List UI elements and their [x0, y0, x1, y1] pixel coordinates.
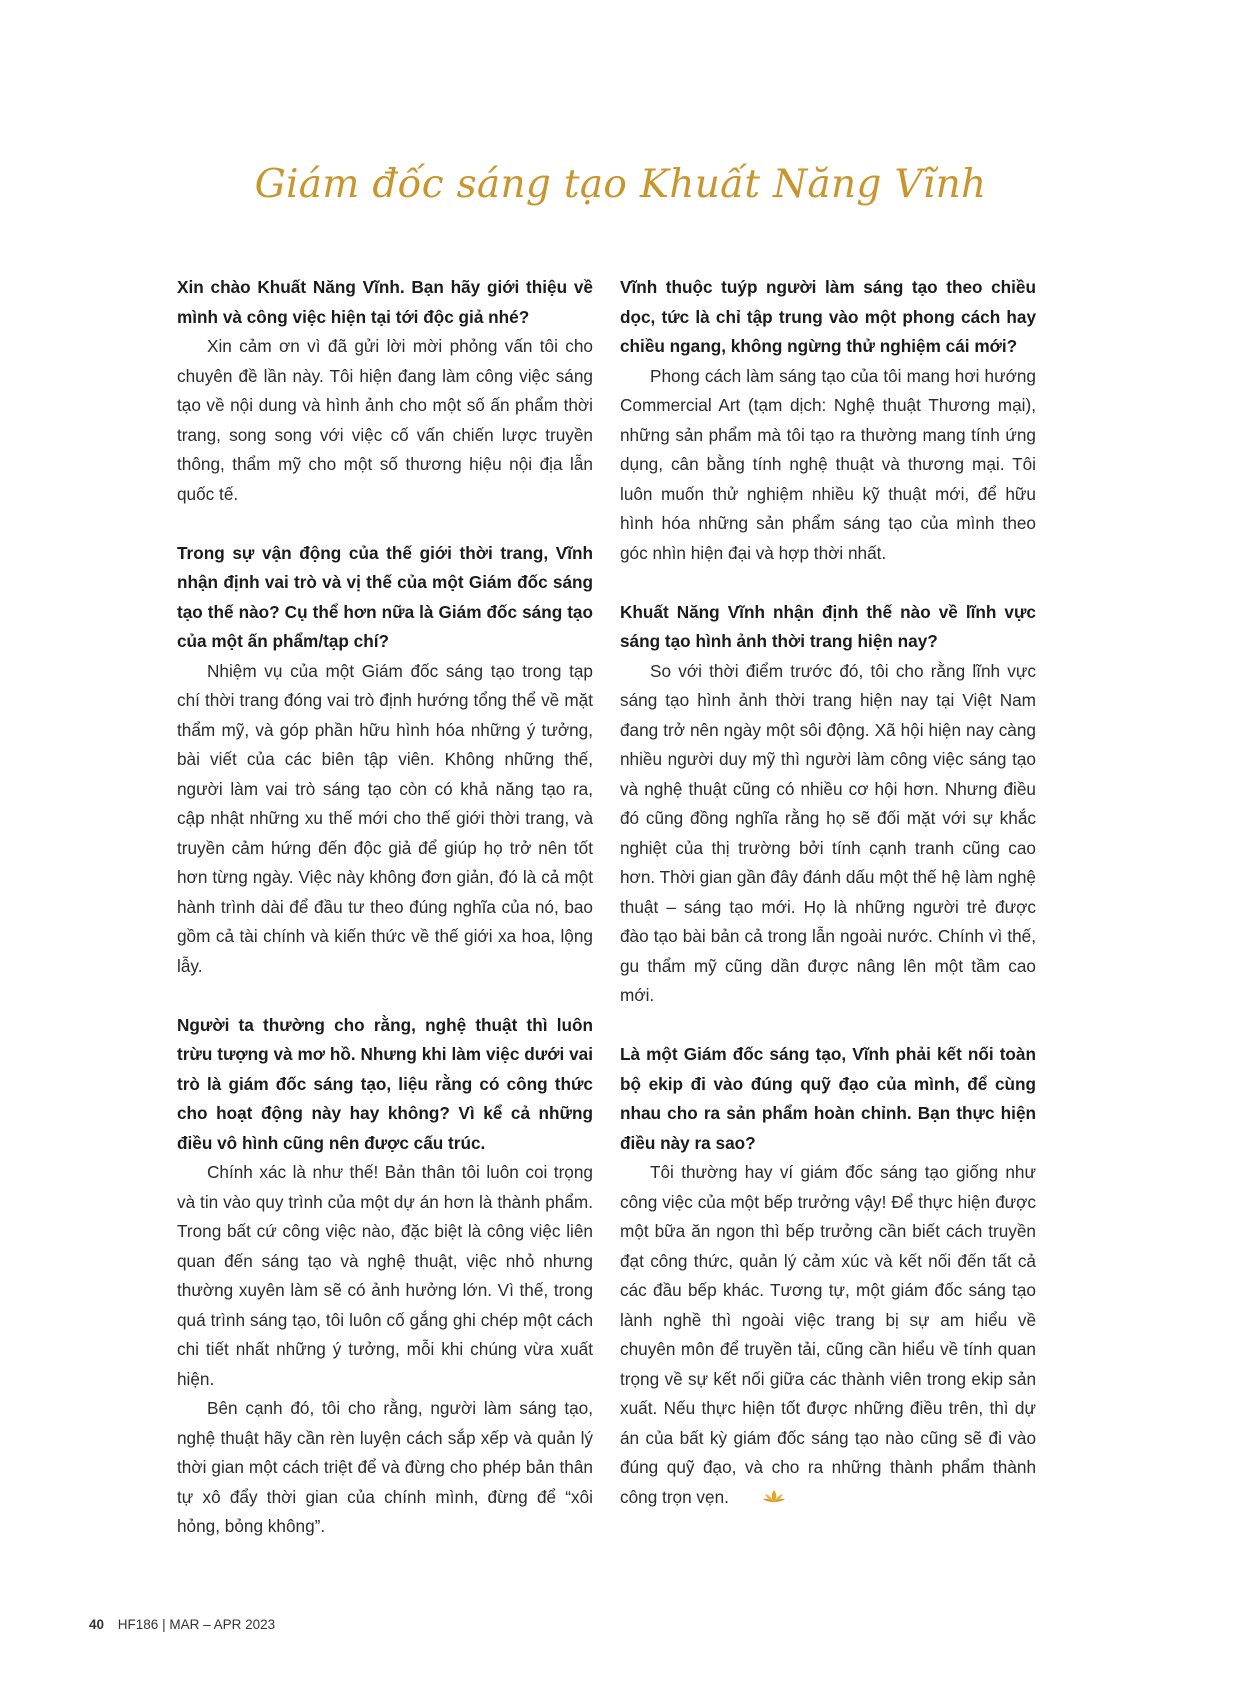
- interview-question: [620, 598, 1036, 657]
- paragraph-gap: [620, 1011, 1036, 1041]
- lotus-icon: [733, 1483, 785, 1513]
- question-text: Vĩnh thuộc tuýp người làm sáng tạo theo chiều dọc, tức là chỉ tập trung vào một phong cách hay chiều ngang, không ngừng thử nghiệm cái mới?: [620, 277, 1036, 356]
- page-footer: [89, 1617, 275, 1632]
- interview-question: [177, 539, 593, 657]
- left-column: [177, 273, 593, 1542]
- interview-question: [620, 1040, 1036, 1158]
- question-text: Trong sự vận động của thế giới thời trang, Vĩnh nhận định vai trò và vị thế của một Giám đốc sáng tạo thế nào? Cụ thể hơn nữa là Giám đốc sáng tạo của một ấn phẩm/tạp chí?: [177, 542, 593, 651]
- answer-text: So với thời điểm trước đó, tôi cho rằng lĩnh vực sáng tạo hình ảnh thời trang hiện nay tại Việt Nam đang trở nên ngày một sôi động. Xã hội hiện nay càng nhiều người duy mỹ thì người làm công việc sáng tạo và nghệ thuật cũng có nhiều cơ hội hơn. Nhưng điều đó cũng đồng nghĩa rằng họ sẽ đối mặt với sự khắc nghiệt của thị trường bởi tính cạnh tranh cũng cao hơn. Thời gian gần đây đánh dấu một thế hệ làm nghệ thuật – sáng tạo mới. Họ là những người trẻ được đào tạo bài bản cả trong lẫn ngoài nước. Chính vì thế, gu thẩm mỹ cũng dần được nâng lên một tầm cao mới.: [620, 660, 1036, 1005]
- interview-answer: [177, 332, 593, 509]
- answer-text: Bên cạnh đó, tôi cho rằng, người làm sáng tạo, nghệ thuật hãy cần rèn luyện cách sắp xếp và quản lý thời gian một cách triệt để và đừng cho phép bản thân tự xô đẩy thời gian của chính mình, đừng để “xôi hỏng, bỏng không”.: [177, 1398, 593, 1536]
- interview-question: [177, 1011, 593, 1159]
- question-text: Người ta thường cho rằng, nghệ thuật thì luôn trừu tượng và mơ hồ. Nhưng khi làm việc dưới vai trò là giám đốc sáng tạo, liệu rằng có công thức cho hoạt động này hay không? Vì kể cả những điều vô hình cũng nên được cấu trúc.: [177, 1014, 593, 1153]
- interview-answer: [177, 1394, 593, 1542]
- paragraph-gap: [177, 509, 593, 539]
- interview-answer: [177, 657, 593, 982]
- interview-question: [177, 273, 593, 332]
- page-number: 40: [89, 1617, 105, 1632]
- interview-question: [620, 273, 1036, 362]
- paragraph-gap: [177, 981, 593, 1011]
- answer-text: Chính xác là như thế! Bản thân tôi luôn coi trọng và tin vào quy trình của một dự án hơn là thành phẩm. Trong bất cứ công việc nào, đặc biệt là công việc liên quan đến sáng tạo và nghệ thuật, việc nhỏ nhưng thường xuyên làm sẽ có ảnh hưởng lớn. Vì thế, trong quá trình sáng tạo, tôi luôn cố gắng ghi chép một cách chi tiết nhất những ý tưởng, mỗi khi chúng vừa xuất hiện.: [177, 1162, 593, 1389]
- article-title: Giám đốc sáng tạo Khuất Năng Vĩnh: [254, 162, 987, 207]
- interview-answer: [620, 362, 1036, 569]
- answer-text: Tôi thường hay ví giám đốc sáng tạo giống như công việc của một bếp trưởng vậy! Để thực hiện được một bữa ăn ngon thì bếp trưởng cần biết cách truyền đạt công thức, quản lý cảm xúc và kết nối đến tất cả các đầu bếp khác. Tương tự, một giám đốc sáng tạo lành nghề thì ngoài việc trang bị sự am hiểu về chuyên môn để truyền tải, cũng cần hiểu về tính quan trọng về sự kết nối giữa các thành viên trong ekip sản xuất. Nếu thực hiện tốt được những điều trên, thì dự án của bất kỳ giám đốc sáng tạo nào cũng sẽ đi vào đúng quỹ đạo, và cho ra những thành phẩm thành công trọn vẹn.: [620, 1162, 1036, 1507]
- answer-text: Xin cảm ơn vì đã gửi lời mời phỏng vấn tôi cho chuyên đề lần này. Tôi hiện đang làm công việc sáng tạo về nội dung và hình ảnh cho một số ấn phẩm thời trang, song song với việc cố vấn chiến lược truyền thông, thẩm mỹ cho một số thương hiệu nội địa lẫn quốc tế.: [177, 336, 593, 504]
- issue-info: HF186 | MAR – APR 2023: [117, 1617, 276, 1632]
- question-text: Là một Giám đốc sáng tạo, Vĩnh phải kết nối toàn bộ ekip đi vào đúng quỹ đạo của mình, để cùng nhau cho ra sản phẩm hoàn chỉnh. Bạn thực hiện điều này ra sao?: [620, 1044, 1036, 1153]
- question-text: Xin chào Khuất Năng Vĩnh. Bạn hãy giới thiệu về mình và công việc hiện tại tới độc giả nhé?: [177, 277, 593, 327]
- interview-answer: [620, 1158, 1036, 1513]
- interview-answer: [177, 1158, 593, 1394]
- interview-answer: [620, 657, 1036, 1011]
- question-text: Khuất Năng Vĩnh nhận định thế nào về lĩnh vực sáng tạo hình ảnh thời trang hiện nay?: [620, 601, 1036, 651]
- answer-text: Phong cách làm sáng tạo của tôi mang hơi hướng Commercial Art (tạm dịch: Nghệ thuật Thương mại), những sản phẩm mà tôi tạo ra thường mang tính ứng dụng, cân bằng tính nghệ thuật và thương mại. Tôi luôn muốn thử nghiệm nhiều kỹ thuật mới, để hữu hình hóa những sản phẩm sáng tạo của mình theo góc nhìn hiện đại và hợp thời nhất.: [620, 365, 1036, 563]
- right-column: [620, 273, 1036, 1513]
- answer-text: Nhiệm vụ của một Giám đốc sáng tạo trong tạp chí thời trang đóng vai trò định hướng tổng thể về mặt thẩm mỹ, và góp phần hữu hình hóa những ý tưởng, bài viết của các biên tập viên. Không những thế, người làm vai trò sáng tạo còn có khả năng tạo ra, cập nhật những xu thế mới cho thế giới thời trang, và truyền cảm hứng đến độc giả để giúp họ trở nên tốt hơn từng ngày. Việc này không đơn giản, đó là cả một hành trình dài để đầu tư theo đúng nghĩa của nó, bao gồm cả tài chính và kiến thức về thế giới xa hoa, lộng lẫy.: [177, 660, 593, 976]
- paragraph-gap: [620, 568, 1036, 598]
